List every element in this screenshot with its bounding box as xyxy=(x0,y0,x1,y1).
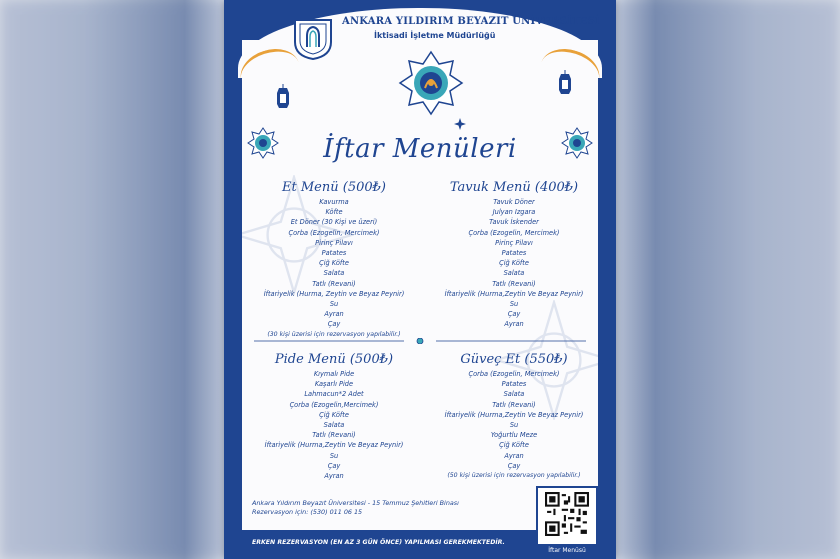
menu-item: Kaşarlı Pide xyxy=(314,380,354,389)
menu-item: Ayran xyxy=(504,451,524,460)
menu-item: Çay xyxy=(327,320,341,329)
menu-item: İftariyelik (Hurma, Zeytin ve Beyaz Peynir) xyxy=(263,289,405,298)
menu-item: Patates xyxy=(321,249,347,258)
menu-item: Pirinç Pilavı xyxy=(495,238,533,247)
menu-card-et xyxy=(244,180,424,340)
menu-item: Pirinç Pilavı xyxy=(315,238,353,247)
menu-item: Çiğ Köfte xyxy=(499,259,529,268)
menu-item: Salata xyxy=(503,390,525,399)
menu-item: Çorba (Ezogelin,Mercimek) xyxy=(289,400,379,409)
menu-item: Ayran xyxy=(504,320,524,329)
menu-item: İftariyelik (Hurma,Zeytin Ve Beyaz Peynir) xyxy=(444,410,584,419)
menu-item: Ayran xyxy=(324,310,344,319)
department-name: İktisadi İşletme Müdürlüğü xyxy=(374,31,496,40)
menu-item: Ayran xyxy=(324,472,344,481)
menu-item: Yoğurtlu Meze xyxy=(490,431,538,440)
menu-item: İftariyelik (Hurma,Zeytin Ve Beyaz Peynir) xyxy=(264,441,404,450)
menu-note: (30 kişi üzerisi için rezervasyon yapılabilir.) xyxy=(267,330,401,338)
menu-item: Tavuk Döner xyxy=(493,198,535,206)
menu-item: Salata xyxy=(323,269,345,278)
menu-item: Kavurma xyxy=(319,198,349,206)
menu-item: Su xyxy=(329,451,339,460)
menu-heading: Tavuk Menü (400₺) xyxy=(449,180,579,195)
blurred-background-right xyxy=(605,0,840,559)
menu-item: Çiğ Köfte xyxy=(319,410,349,419)
section-divider xyxy=(254,338,586,344)
footer-info xyxy=(252,499,459,517)
menu-heading: Güveç Et (550₺) xyxy=(460,352,568,367)
menu-item: Kıymalı Pide xyxy=(313,370,355,378)
menu-item: Tatlı (Revani) xyxy=(312,431,356,440)
lantern-icon xyxy=(558,70,572,96)
qr-code-icon[interactable] xyxy=(545,492,589,536)
menu-item: Su xyxy=(329,300,339,309)
menu-card-guvec xyxy=(426,352,602,481)
menu-item: Julyan Izgara xyxy=(492,208,536,217)
menu-item: Patates xyxy=(501,249,527,258)
menu-heading: Et Menü (500₺) xyxy=(282,180,386,195)
menu-item: Çay xyxy=(327,461,341,470)
blurred-background-left xyxy=(0,0,235,559)
menu-item: Et Döner (30 Kişi ve üzeri) xyxy=(290,218,378,227)
qr-code-label: İftar Menüsü xyxy=(538,544,596,557)
menu-item: Çiğ Köfte xyxy=(319,259,349,268)
menu-item: Çay xyxy=(507,310,521,319)
menu-item: Salata xyxy=(323,421,345,430)
menu-item: Çorba (Ezogelin, Mercimek) xyxy=(468,370,560,378)
menu-card-pide xyxy=(244,352,424,481)
menu-item: Tatlı (Revani) xyxy=(492,400,536,409)
menu-item: Su xyxy=(509,300,519,309)
university-seal-icon xyxy=(292,14,334,60)
menu-item: Salata xyxy=(503,269,525,278)
lantern-icon xyxy=(276,84,290,110)
footer-reservation: Rezervasyon için: (530) 011 06 15 xyxy=(252,508,363,516)
menu-item: Çorba (Ezogelin, Mercimek) xyxy=(468,228,560,237)
menu-item: Çiğ Köfte xyxy=(499,441,529,450)
menu-card-tavuk xyxy=(426,180,602,330)
menu-item: Lahmacun*2 Adet xyxy=(304,390,364,399)
star-icon xyxy=(454,118,466,130)
footer-address: Ankara Yıldırım Beyazıt Üniversitesi - 15 Temmuz Şehitleri Binası xyxy=(252,499,459,507)
qr-code-card[interactable] xyxy=(536,486,598,559)
early-reservation-notice: ERKEN REZERVASYON (EN AZ 3 GÜN ÖNCE) YAPILMASI GEREKMEKTEDİR. xyxy=(252,539,505,546)
menu-item: Patates xyxy=(501,380,527,389)
menu-note: (50 kişi üzerisi için rezervasyon yapılabilir.) xyxy=(447,472,581,480)
menu-item: Tatlı (Revani) xyxy=(492,279,536,288)
university-name: ANKARA YILDIRIM BEYAZIT ÜNİVERSİTESİ xyxy=(342,16,600,27)
page-title: İftar Menüleri xyxy=(323,134,517,164)
menu-item: Tavuk İskender xyxy=(489,218,539,227)
menu-item: Köfte xyxy=(325,208,343,217)
menu-heading: Pide Menü (500₺) xyxy=(274,352,394,367)
iftar-menu-poster xyxy=(224,0,616,559)
menu-item: İftariyelik (Hurma,Zeytin Ve Beyaz Peynir) xyxy=(444,289,584,298)
menu-item: Çay xyxy=(507,461,521,470)
rosette-icon xyxy=(396,48,466,118)
menu-item: Su xyxy=(509,421,519,430)
menu-item: Tatlı (Revani) xyxy=(312,279,356,288)
menu-item: Çorba (Ezogelin, Mercimek) xyxy=(288,228,380,237)
